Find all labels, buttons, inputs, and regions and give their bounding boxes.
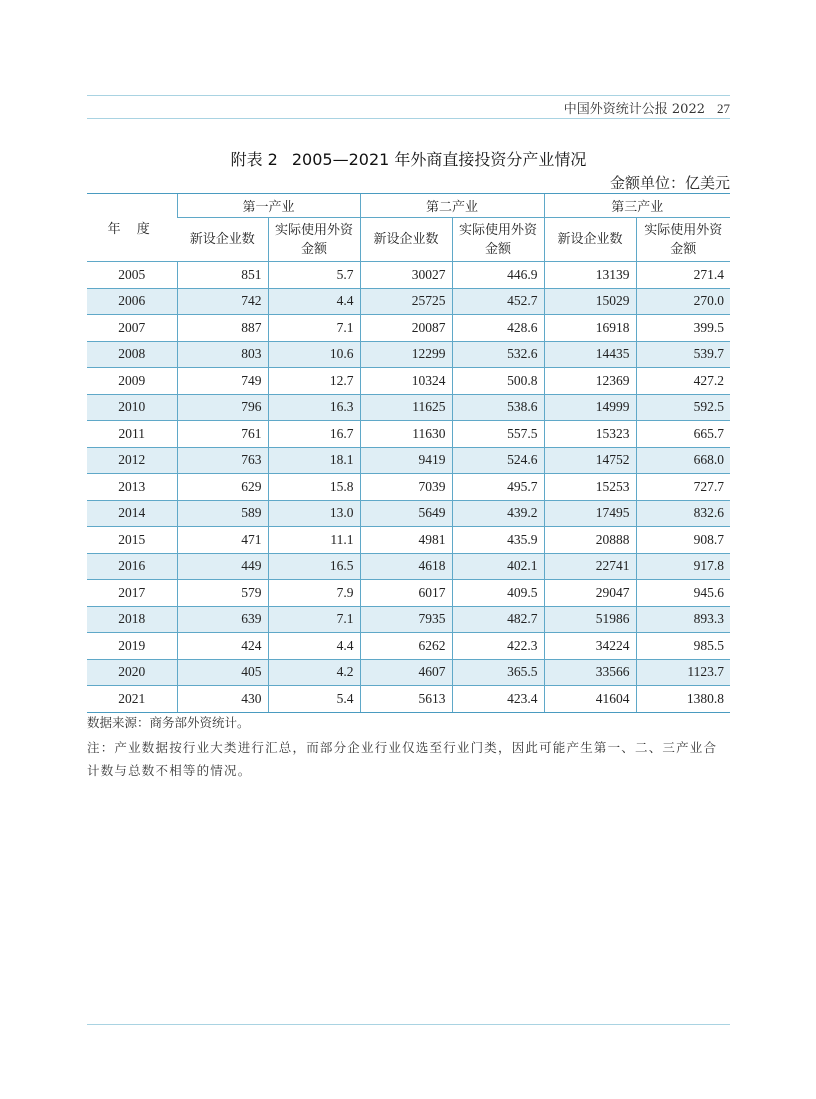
page-number: 27	[717, 101, 730, 116]
cell-secondary-new: 5613	[360, 686, 452, 713]
table-row	[87, 368, 730, 395]
cell-primary-amount: 15.8	[268, 474, 360, 501]
subheader-new-enterprises: 新设企业数	[360, 218, 452, 262]
cell-secondary-new: 5649	[360, 500, 452, 527]
cell-year: 2012	[87, 447, 177, 474]
running-header	[564, 98, 730, 117]
cell-tertiary-amount: 908.7	[636, 527, 730, 554]
cell-primary-new: 796	[177, 394, 268, 421]
cell-primary-amount: 4.4	[268, 633, 360, 660]
unit-label: 金额单位：亿美元	[609, 174, 730, 192]
table-row	[87, 686, 730, 713]
cell-primary-amount: 7.1	[268, 315, 360, 342]
cell-tertiary-new: 13139	[544, 262, 636, 289]
cell-primary-amount: 4.4	[268, 288, 360, 315]
cell-secondary-amount: 532.6	[452, 341, 544, 368]
fdi-by-industry-table	[87, 193, 730, 713]
cell-secondary-amount: 557.5	[452, 421, 544, 448]
cell-primary-amount: 13.0	[268, 500, 360, 527]
data-source-note: 数据来源：商务部外资统计。	[87, 715, 250, 730]
cell-secondary-new: 20087	[360, 315, 452, 342]
subheader-actual-use	[268, 218, 360, 262]
table-row	[87, 421, 730, 448]
cell-primary-new: 471	[177, 527, 268, 554]
cell-primary-amount: 7.1	[268, 606, 360, 633]
table-row	[87, 394, 730, 421]
cell-year: 2017	[87, 580, 177, 607]
cell-tertiary-amount: 668.0	[636, 447, 730, 474]
cell-tertiary-amount: 985.5	[636, 633, 730, 660]
cell-primary-amount: 5.7	[268, 262, 360, 289]
cell-year: 2010	[87, 394, 177, 421]
cell-tertiary-new: 15323	[544, 421, 636, 448]
top-rule	[87, 95, 730, 96]
publication-title: 中国外资统计公报 2022	[563, 102, 705, 117]
cell-tertiary-amount: 832.6	[636, 500, 730, 527]
cell-tertiary-amount: 399.5	[636, 315, 730, 342]
cell-year: 2007	[87, 315, 177, 342]
cell-secondary-amount: 524.6	[452, 447, 544, 474]
subheader-actual-use-line1: 实际使用外资	[459, 222, 538, 238]
cell-primary-new: 424	[177, 633, 268, 660]
cell-secondary-new: 7935	[360, 606, 452, 633]
cell-tertiary-amount: 270.0	[636, 288, 730, 315]
cell-primary-amount: 5.4	[268, 686, 360, 713]
cell-primary-new: 763	[177, 447, 268, 474]
cell-tertiary-amount: 917.8	[636, 553, 730, 580]
subheader-new-enterprises: 新设企业数	[177, 218, 268, 262]
cell-year: 2014	[87, 500, 177, 527]
table-row	[87, 606, 730, 633]
group-header-secondary: 第二产业	[360, 194, 544, 218]
cell-secondary-amount: 495.7	[452, 474, 544, 501]
cell-secondary-new: 4981	[360, 527, 452, 554]
cell-secondary-new: 12299	[360, 341, 452, 368]
group-header-tertiary: 第三产业	[544, 194, 730, 218]
cell-secondary-new: 11625	[360, 394, 452, 421]
cell-year: 2016	[87, 553, 177, 580]
cell-primary-new: 761	[177, 421, 268, 448]
cell-tertiary-new: 15029	[544, 288, 636, 315]
cell-year: 2021	[87, 686, 177, 713]
cell-secondary-amount: 452.7	[452, 288, 544, 315]
table-body	[87, 262, 730, 713]
cell-tertiary-amount: 945.6	[636, 580, 730, 607]
cell-primary-new: 579	[177, 580, 268, 607]
cell-primary-new: 742	[177, 288, 268, 315]
cell-tertiary-amount: 271.4	[636, 262, 730, 289]
table-row	[87, 580, 730, 607]
cell-secondary-new: 7039	[360, 474, 452, 501]
cell-tertiary-amount: 427.2	[636, 368, 730, 395]
cell-tertiary-amount: 1380.8	[636, 686, 730, 713]
cell-tertiary-amount: 1123.7	[636, 659, 730, 686]
cell-secondary-amount: 482.7	[452, 606, 544, 633]
cell-tertiary-amount: 665.7	[636, 421, 730, 448]
cell-tertiary-amount: 893.3	[636, 606, 730, 633]
cell-year: 2018	[87, 606, 177, 633]
cell-secondary-new: 4618	[360, 553, 452, 580]
cell-primary-new: 430	[177, 686, 268, 713]
cell-year: 2006	[87, 288, 177, 315]
cell-primary-amount: 10.6	[268, 341, 360, 368]
cell-primary-amount: 4.2	[268, 659, 360, 686]
cell-primary-amount: 16.3	[268, 394, 360, 421]
subheader-actual-use-line1: 实际使用外资	[644, 222, 723, 238]
cell-primary-new: 629	[177, 474, 268, 501]
cell-tertiary-new: 34224	[544, 633, 636, 660]
cell-primary-amount: 16.7	[268, 421, 360, 448]
subheader-actual-use-line1: 实际使用外资	[275, 222, 354, 238]
cell-primary-amount: 11.1	[268, 527, 360, 554]
cell-tertiary-amount: 539.7	[636, 341, 730, 368]
cell-secondary-amount: 435.9	[452, 527, 544, 554]
table-row	[87, 262, 730, 289]
bottom-rule	[87, 1024, 730, 1025]
cell-tertiary-new: 14999	[544, 394, 636, 421]
table-row	[87, 315, 730, 342]
cell-primary-new: 887	[177, 315, 268, 342]
table-row	[87, 474, 730, 501]
table-number: 附表 2	[230, 150, 278, 169]
cell-year: 2020	[87, 659, 177, 686]
cell-secondary-new: 11630	[360, 421, 452, 448]
cell-tertiary-new: 20888	[544, 527, 636, 554]
cell-primary-amount: 7.9	[268, 580, 360, 607]
cell-primary-new: 749	[177, 368, 268, 395]
cell-tertiary-amount: 727.7	[636, 474, 730, 501]
subheader-actual-use-line2: 金额	[670, 241, 697, 257]
cell-year: 2009	[87, 368, 177, 395]
cell-secondary-new: 25725	[360, 288, 452, 315]
cell-year: 2013	[87, 474, 177, 501]
cell-secondary-amount: 439.2	[452, 500, 544, 527]
year-header: 年 度	[87, 194, 177, 262]
cell-secondary-new: 10324	[360, 368, 452, 395]
cell-tertiary-new: 17495	[544, 500, 636, 527]
cell-primary-amount: 18.1	[268, 447, 360, 474]
cell-primary-amount: 16.5	[268, 553, 360, 580]
cell-secondary-new: 9419	[360, 447, 452, 474]
cell-tertiary-amount: 592.5	[636, 394, 730, 421]
subheader-actual-use-line2: 金额	[485, 241, 512, 257]
cell-tertiary-new: 14435	[544, 341, 636, 368]
cell-tertiary-new: 33566	[544, 659, 636, 686]
subheader-actual-use	[636, 218, 730, 262]
cell-secondary-new: 4607	[360, 659, 452, 686]
cell-secondary-amount: 446.9	[452, 262, 544, 289]
cell-tertiary-new: 51986	[544, 606, 636, 633]
cell-secondary-new: 6017	[360, 580, 452, 607]
cell-tertiary-new: 29047	[544, 580, 636, 607]
table-row	[87, 341, 730, 368]
cell-tertiary-new: 15253	[544, 474, 636, 501]
cell-secondary-amount: 538.6	[452, 394, 544, 421]
cell-primary-new: 405	[177, 659, 268, 686]
table-title-text: 2005—2021 年外商直接投资分产业情况	[291, 150, 587, 169]
cell-primary-new: 851	[177, 262, 268, 289]
cell-secondary-amount: 365.5	[452, 659, 544, 686]
cell-secondary-amount: 428.6	[452, 315, 544, 342]
cell-year: 2011	[87, 421, 177, 448]
cell-secondary-new: 30027	[360, 262, 452, 289]
cell-year: 2008	[87, 341, 177, 368]
group-header-primary: 第一产业	[177, 194, 360, 218]
table-row	[87, 447, 730, 474]
cell-tertiary-new: 41604	[544, 686, 636, 713]
table-row	[87, 288, 730, 315]
subheader-actual-use-line2: 金额	[301, 241, 328, 257]
footnote: 注：产业数据按行业大类进行汇总，而部分企业行业仅选至行业门类，因此可能产生第一、二、三产业合计数与总数不相等的情况。	[87, 740, 718, 778]
cell-tertiary-new: 16918	[544, 315, 636, 342]
cell-secondary-new: 6262	[360, 633, 452, 660]
cell-primary-new: 589	[177, 500, 268, 527]
subheader-new-enterprises: 新设企业数	[544, 218, 636, 262]
cell-tertiary-new: 22741	[544, 553, 636, 580]
cell-primary-new: 639	[177, 606, 268, 633]
table-row	[87, 500, 730, 527]
table-row	[87, 553, 730, 580]
cell-secondary-amount: 500.8	[452, 368, 544, 395]
cell-primary-new: 803	[177, 341, 268, 368]
cell-year: 2005	[87, 262, 177, 289]
cell-year: 2019	[87, 633, 177, 660]
table-row	[87, 659, 730, 686]
cell-tertiary-new: 14752	[544, 447, 636, 474]
table-title	[87, 147, 730, 170]
table-notes	[87, 711, 730, 782]
subheader-row	[87, 218, 730, 262]
table-row	[87, 527, 730, 554]
group-header-row	[87, 194, 730, 218]
cell-secondary-amount: 402.1	[452, 553, 544, 580]
cell-primary-amount: 12.7	[268, 368, 360, 395]
cell-secondary-amount: 423.4	[452, 686, 544, 713]
cell-secondary-amount: 422.3	[452, 633, 544, 660]
header-rule	[87, 118, 730, 119]
subheader-actual-use	[452, 218, 544, 262]
cell-year: 2015	[87, 527, 177, 554]
table-row	[87, 633, 730, 660]
cell-primary-new: 449	[177, 553, 268, 580]
cell-tertiary-new: 12369	[544, 368, 636, 395]
cell-secondary-amount: 409.5	[452, 580, 544, 607]
